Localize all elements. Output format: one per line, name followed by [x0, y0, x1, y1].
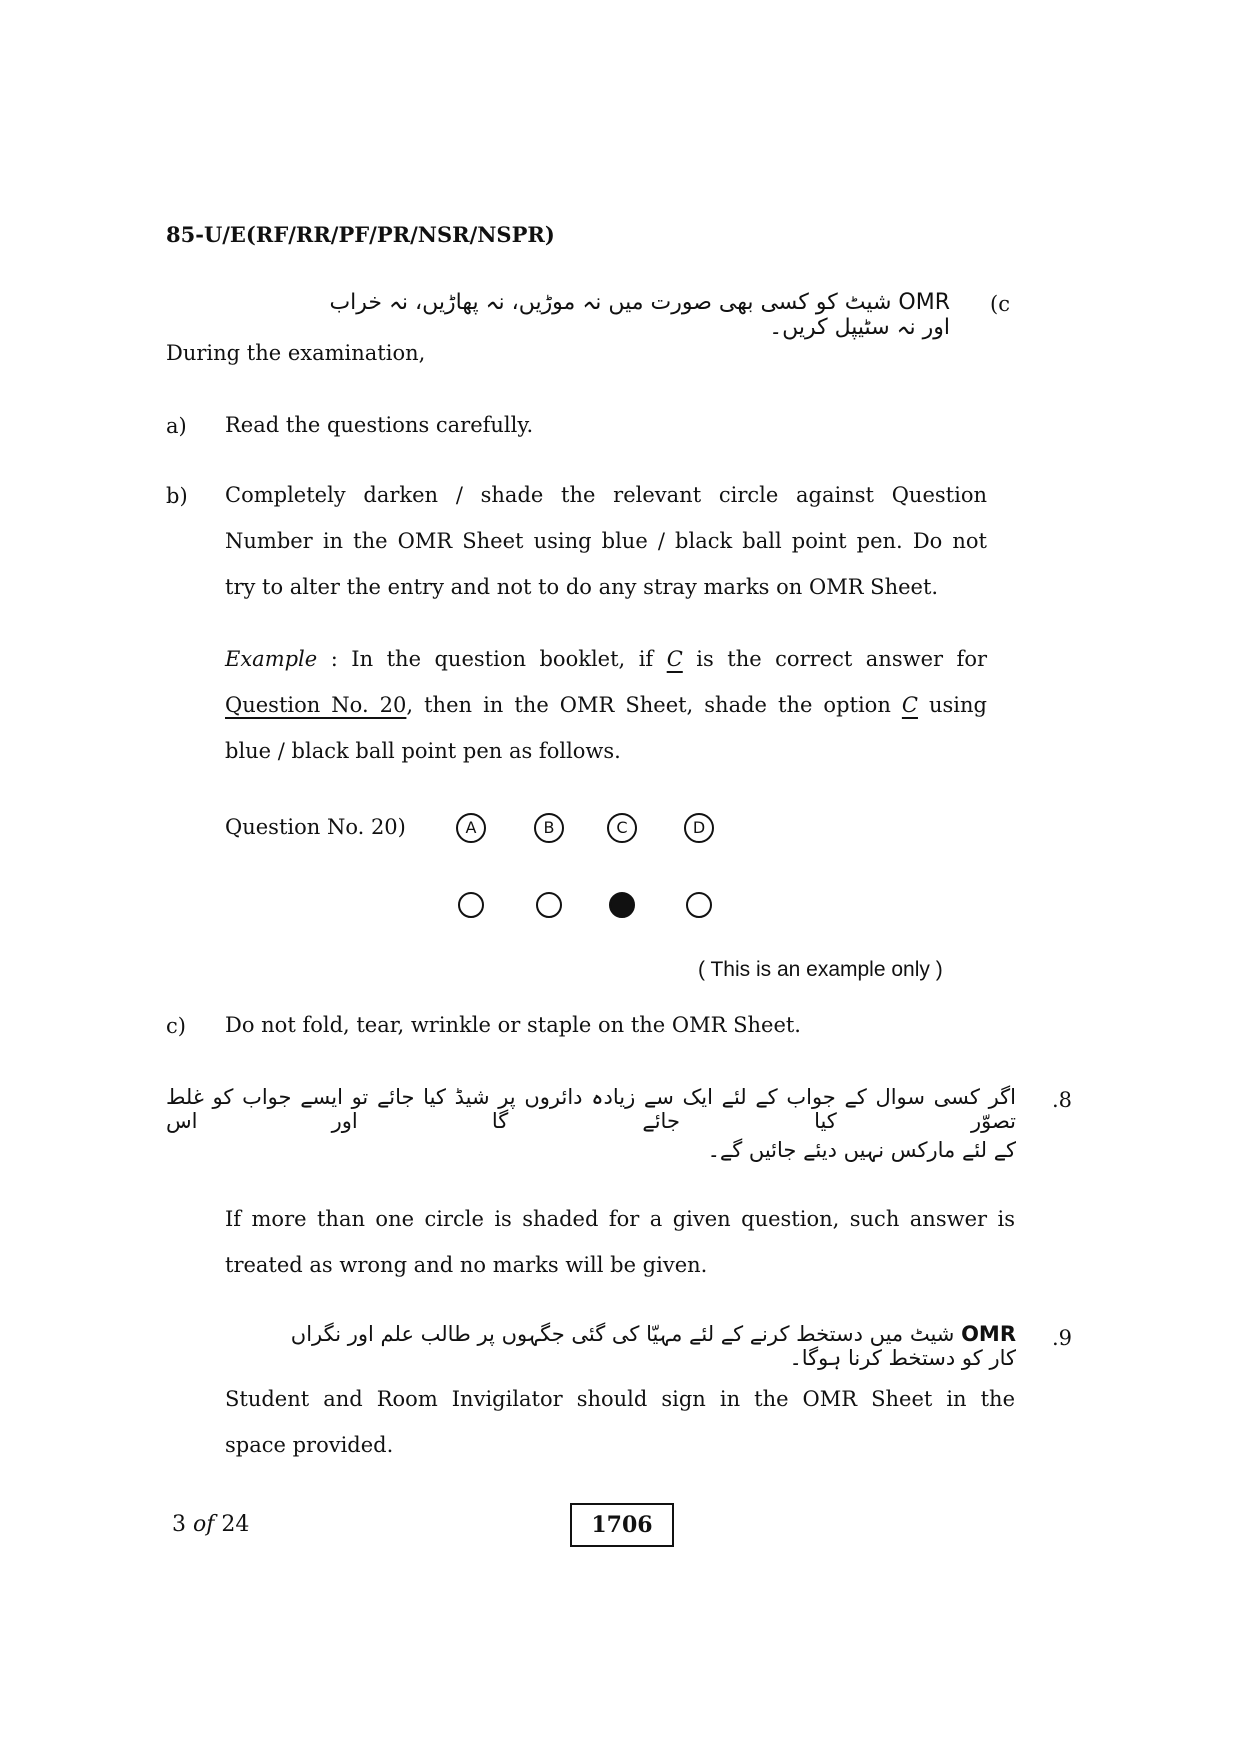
option-d-circle: D — [684, 813, 714, 843]
example-lead: Example — [225, 647, 318, 671]
item-9-number: .9 — [1052, 1326, 1073, 1350]
item-a-text: Read the questions carefully. — [225, 413, 534, 437]
item-8-en-line-2: treated as wrong and no marks will be given. — [225, 1253, 708, 1277]
item-b-label: b) — [166, 484, 188, 508]
example-line-1: Example : In the question booklet, if C is the correct answer for — [225, 647, 987, 671]
bubble-a — [458, 892, 484, 918]
item-9-urdu: OMR شیٹ میں دستخط کرنے کے لئے مہیّا کی گئی جگہوں پر طالب علم اور نگراں کار کو دستخط کرنا ہوگا۔ — [290, 1322, 1016, 1370]
example-line-3: blue / black ball point pen as follows. — [225, 739, 621, 763]
bubble-b — [536, 892, 562, 918]
option-c-ref-2: C — [901, 693, 918, 717]
item-c-label: c) — [166, 1014, 186, 1038]
option-a-circle: A — [456, 813, 486, 843]
item-9-omr: OMR — [961, 1322, 1016, 1346]
item-8-number: .8 — [1052, 1088, 1073, 1112]
option-b-circle: B — [534, 813, 564, 843]
item-b-line-3: try to alter the entry and not to do any stray marks on OMR Sheet. — [225, 575, 939, 599]
item-b-line-2: Number in the OMR Sheet using blue / black ball point pen. Do not — [225, 529, 987, 553]
item-9-en-line-1: Student and Room Invigilator should sign in the OMR Sheet in the — [225, 1387, 1015, 1411]
item-8-en-line-1: If more than one circle is shaded for a given question, such answer is — [225, 1207, 1015, 1231]
item-9-en-line-2: space provided. — [225, 1433, 394, 1457]
paper-code: 85-U/E(RF/RR/PF/PR/NSR/NSPR) — [166, 222, 555, 247]
bubble-d — [686, 892, 712, 918]
option-c-circle: C — [607, 813, 637, 843]
item-8-urdu-line-2: کے لئے مارکس نہیں دیئے جائیں گے۔ — [707, 1138, 1016, 1162]
example-line-2: Question No. 20, then in the OMR Sheet, shade the option C using — [225, 693, 987, 717]
option-c-ref: C — [666, 647, 683, 671]
item-a-label: a) — [166, 414, 187, 438]
booklet-code: 1706 — [570, 1503, 674, 1547]
page-number: 3 of 24 — [172, 1512, 250, 1537]
item-b-line-1: Completely darken / shade the relevant circle against Question — [225, 483, 987, 507]
top-item-marker: (c — [990, 292, 1010, 316]
during-exam-text: During the examination, — [166, 341, 426, 365]
top-item-urdu: OMR شیٹ کو کسی بھی صورت میں نہ موڑیں، نہ پھاڑیں، نہ خراب اور نہ سٹیپل کریں۔ — [329, 290, 950, 340]
question-ref: Question No. 20 — [225, 693, 407, 717]
bubble-c-filled — [609, 892, 635, 918]
question-label: Question No. 20) — [225, 815, 406, 839]
item-8-urdu-line-1: اگر کسی سوال کے جواب کے لئے ایک سے زیادہ دائروں پر شیڈ کیا جائے تو ایسے جواب کو غلط تصوّر کیا جائے گا اور اس — [166, 1085, 1016, 1133]
example-note: ( This is an example only ) — [698, 958, 943, 981]
item-c-text: Do not fold, tear, wrinkle or staple on the OMR Sheet. — [225, 1013, 801, 1037]
